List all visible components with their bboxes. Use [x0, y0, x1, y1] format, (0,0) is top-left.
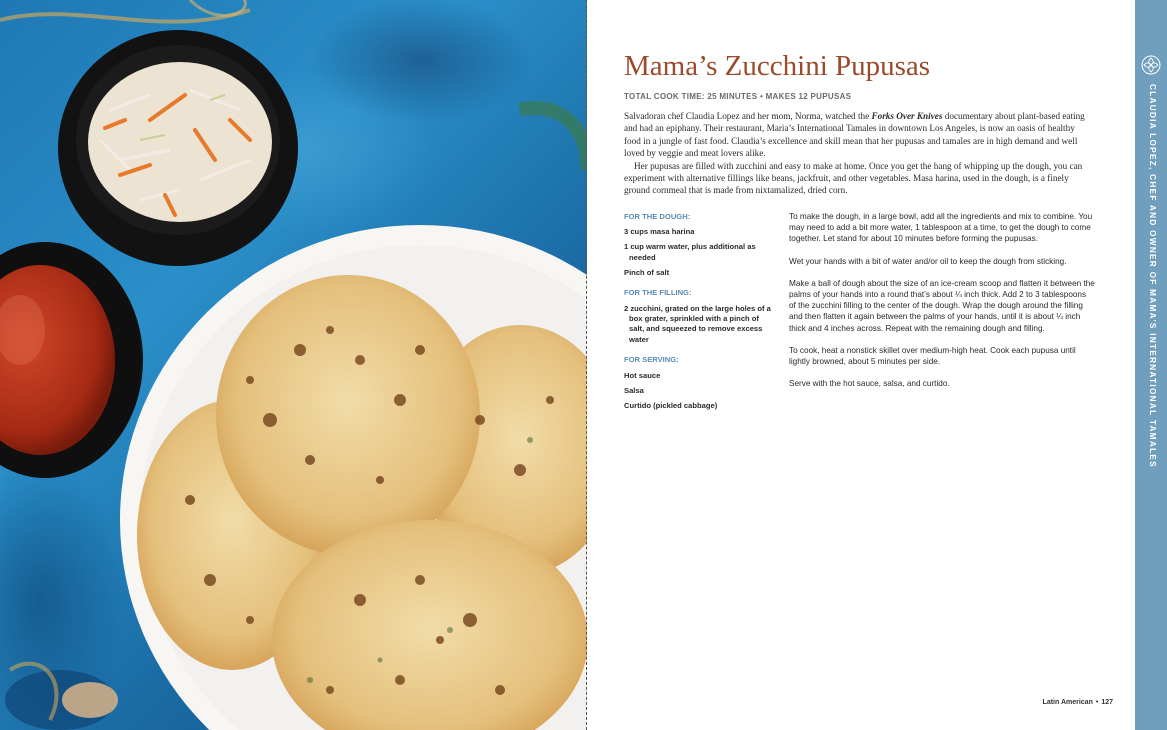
recipe-meta: TOTAL COOK TIME: 25 MINUTES • MAKES 12 PUPUSAS	[624, 92, 852, 101]
dough-heading: FOR THE DOUGH:	[624, 212, 691, 221]
method-step: Wet your hands with a bit of water and/or oil to keep the dough from sticking.	[789, 256, 1067, 266]
footer-separator: •	[1095, 699, 1099, 706]
page-gutter	[586, 0, 587, 730]
curtido-bowl	[58, 30, 298, 266]
ingredient-item: Curtido (pickled cabbage)	[624, 400, 718, 410]
ingredient-item: Pinch of salt	[624, 267, 670, 277]
serving-heading: FOR SERVING:	[624, 355, 679, 365]
recipe-intro	[624, 110, 1092, 197]
section-name: Latin American	[1042, 699, 1093, 706]
filling-heading: FOR THE FILLING:	[624, 288, 692, 298]
intro-text: documentary about plant-based eating and had an epiphany. Their restaurant, Maria’s International Tamales in downtown Los Angeles, is now an oasis of healthy food in a jungle of fast food. Claudia’s excellence and skill mean that her pupusas and tamales are in high demand and well loved by veggie and meat lovers alike.	[624, 111, 1085, 159]
intro-paragraph-2: Her pupusas are filled with zucchini and easy to make at home. Once you get the hang of whipping up the dough, you can experiment with alternative fillings like beans, jackfruit, and other vegetables. Masa harina, used in the dough, is a finely ground cornmeal that is made from nixtamalized, dried corn.	[624, 160, 1083, 196]
ingredient-item: 1 cup warm water, plus additional as needed	[624, 242, 756, 262]
recipe-title: Mama’s Zucchini Pupusas	[624, 50, 931, 82]
ingredient-item: Salsa	[624, 385, 644, 395]
method-step: To make the dough, in a large bowl, add all the ingredients and mix to combine. You may need to add a bit more water, 1 tablespoon at a time, to get the dough to come together. Let stand for about 10 minutes before forming the pupusas.	[789, 212, 1093, 244]
ingredient-item: 2 zucchini, grated on the large holes of a box grater, sprinkled with a pinch of salt, and squeezed to remove excess water	[624, 303, 771, 344]
method-step: Serve with the hot sauce, salsa, and curtido.	[789, 379, 950, 389]
pupusa-top	[216, 275, 480, 555]
ingredient-list	[624, 212, 774, 416]
recipe-page	[588, 0, 1135, 730]
intro-paragraph-1	[624, 110, 1092, 160]
film-title: Forks Over Knives	[871, 111, 943, 121]
ingredient-item: 3 cups masa harina	[624, 227, 695, 237]
page-number: 127	[1101, 699, 1113, 706]
hot-sauce-bowl	[0, 242, 143, 478]
chapter-side-tab	[1135, 0, 1167, 730]
page-footer	[1043, 699, 1113, 706]
method-step: To cook, heat a nonstick skillet over medium-high heat. Cook each pupusa until lightly browned, about 5 minutes per side.	[789, 345, 1076, 367]
method-steps	[789, 211, 1095, 400]
method-step: Make a ball of dough about the size of an ice-cream scoop and flatten it between the palms of your hands into a round that’s about ¼ inch thick. Add 2 to 3 tablespoons of the zucchini filling to the center of the dough. Wrap the dough around the filling and then flatten it again between the palms of your hands, until it is about ¼ inch thick and 4 inches across. Repeat with the remaining dough and filling.	[789, 278, 1095, 333]
ingredient-item: Hot sauce	[624, 370, 661, 380]
flower-emblem-icon	[1141, 55, 1161, 75]
side-tab-label: CLAUDIA LOPEZ, CHEF AND OWNER OF MAMA’S INTERNATIONAL TAMALES	[1148, 84, 1157, 468]
intro-text: Salvadoran chef Claudia Lopez and her mom, Norma, watched the	[624, 111, 872, 121]
